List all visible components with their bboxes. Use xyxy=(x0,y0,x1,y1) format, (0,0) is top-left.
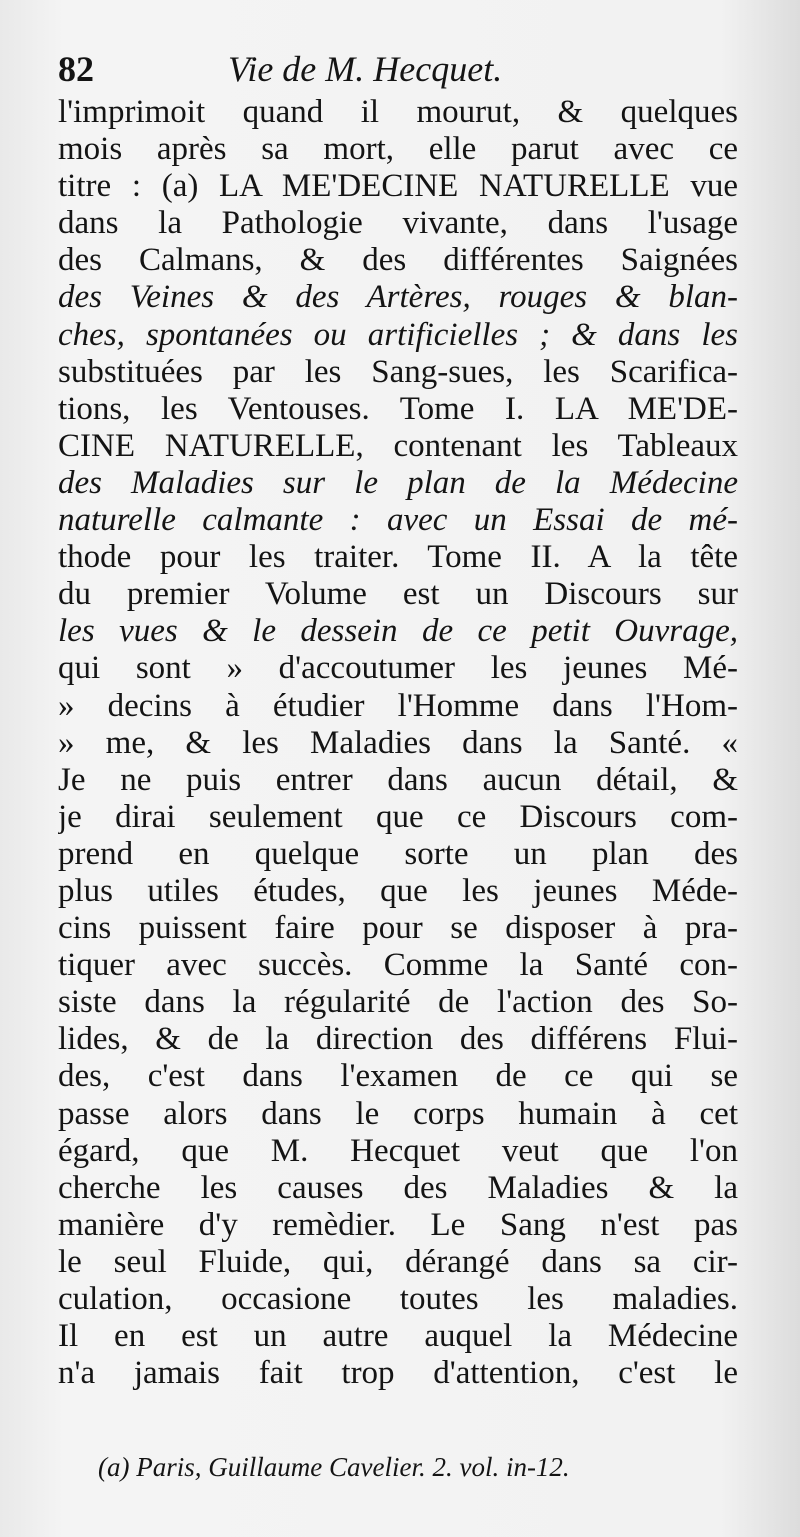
text-line: cherche les causes des Maladies & la xyxy=(58,1169,738,1206)
text-line: des Calmans, & des différentes Saignées xyxy=(58,242,738,279)
text-line: égard, que M. Hecquet veut que l'on xyxy=(58,1132,738,1169)
text-line: » decins à étudier l'Homme dans l'Hom- xyxy=(58,687,738,724)
text-line: qui sont » d'accoutumer les jeunes Mé- xyxy=(58,650,738,687)
footnote-divider xyxy=(100,1448,250,1449)
text-line: Il en est un autre auquel la Médecine xyxy=(58,1318,738,1355)
text-line: des Maladies sur le plan de la Médecine xyxy=(58,464,738,501)
text-line: CINE NATURELLE, contenant les Tableaux xyxy=(58,427,738,464)
text-line: thode pour les traiter. Tome II. A la tête xyxy=(58,539,738,576)
page-header xyxy=(58,44,738,94)
text-line: des Veines & des Artères, rouges & blan- xyxy=(58,279,738,316)
text-line: plus utiles études, que les jeunes Méde- xyxy=(58,872,738,909)
text-line: substituées par les Sang-sues, les Scarifica- xyxy=(58,353,738,390)
page-number: 82 xyxy=(58,49,94,89)
text-line: ches, spontanées ou artificielles ; & dans les xyxy=(58,316,738,353)
text-line: du premier Volume est un Discours sur xyxy=(58,576,738,613)
text-line: lides, & de la direction des différens Flui- xyxy=(58,1021,738,1058)
text-line: des, c'est dans l'examen de ce qui se xyxy=(58,1058,738,1095)
text-line: » me, & les Maladies dans la Santé. « xyxy=(58,724,738,761)
text-line: titre : (a) LA ME'DECINE NATURELLE vue xyxy=(58,168,738,205)
text-line: le seul Fluide, qui, dérangé dans sa cir- xyxy=(58,1243,738,1280)
text-line: culation, occasione toutes les maladies. xyxy=(58,1281,738,1317)
text-line: tiquer avec succès. Comme la Santé con- xyxy=(58,947,738,984)
text-line: siste dans la régularité de l'action des So- xyxy=(58,984,738,1021)
text-line: l'imprimoit quand il mourut, & quelques xyxy=(58,94,738,130)
text-line: naturelle calmante : avec un Essai de mé- xyxy=(58,502,738,539)
text-line: je dirai seulement que ce Discours com- xyxy=(58,798,738,835)
text-line: passe alors dans le corps humain à cet xyxy=(58,1095,738,1132)
footnote: (a) Paris, Guillaume Cavelier. 2. vol. in-12. xyxy=(98,1452,570,1482)
text-line: mois après sa mort, elle parut avec ce xyxy=(58,131,738,168)
text-line: prend en quelque sorte un plan des xyxy=(58,835,738,872)
text-line: dans la Pathologie vivante, dans l'usage xyxy=(58,205,738,242)
text-line: manière d'y remèdier. Le Sang n'est pas xyxy=(58,1206,738,1243)
text-line: cins puissent faire pour se disposer à pra- xyxy=(58,910,738,947)
running-head: Vie de M. Hecquet. xyxy=(228,49,503,89)
body-text xyxy=(58,94,738,1392)
text-line: n'a jamais fait trop d'attention, c'est le xyxy=(58,1355,738,1392)
text-line: les vues & le dessein de ce petit Ouvrage, xyxy=(58,613,738,650)
text-line: tions, les Ventouses. Tome I. LA ME'DE- xyxy=(58,390,738,427)
text-line: Je ne puis entrer dans aucun détail, & xyxy=(58,761,738,798)
